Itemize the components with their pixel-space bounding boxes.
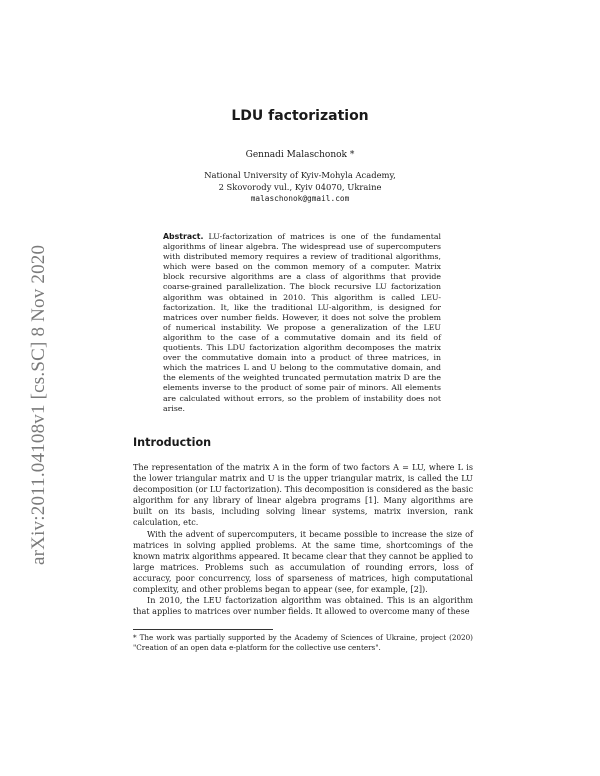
abstract <box>163 232 441 414</box>
author-affiliation <box>0 170 600 205</box>
arxiv-identifier-stamp: arXiv:2011.04108v1 [cs.SC] 8 Nov 2020 <box>28 244 49 565</box>
footnote: * The work was partially supported by the Academy of Sciences of Ukraine, project (2020) "Creation of an open data e-platform for the collective use centers". <box>133 633 473 652</box>
footnote-rule <box>133 629 273 630</box>
paragraph: The representation of the matrix A in the form of two factors A = LU, where L is the lower triangular matrix and U is the upper triangular matrix, is called the LU decomposition (or LU factorization). This decomposition is considered as the basic algorithm for any library of linear algebra programs [1]. Many algorithms are built on its basis, including solving linear systems, matrix inversion, rank calculation, etc. <box>133 462 473 528</box>
paragraph: With the advent of supercomputers, it became possible to increase the size of matrices in solving applied problems. At the same time, shortcomings of the known matrix algorithms appeared. It became clear that they cannot be applied to large matrices. Problems such as accumulation of rounding errors, loss of accuracy, poor concurrency, loss of sparseness of matrices, high computational complexity, and other problems began to appear (see, for example, [2]). <box>133 528 473 595</box>
author-email[interactable]: malaschonok@gmail.com <box>250 194 350 203</box>
introduction-body <box>133 462 473 617</box>
affiliation-line-2: 2 Skovorody vul., Kyiv 04070, Ukraine <box>218 181 382 192</box>
section-heading-introduction: Introduction <box>133 436 212 449</box>
author-name: Gennadi Malaschonok * <box>245 150 355 160</box>
paper-title: LDU factorization <box>231 108 369 124</box>
affiliation-line-1: National University of Kyiv-Mohyla Academy, <box>204 170 396 180</box>
abstract-text: LU-factorization of matrices is one of the fundamental algorithms of linear algebra. The widespread use of supercomputers with distributed memory requires a review of traditional algorithms, which were based on the common memory of a computer. Matrix block recursive algorithms are a class of algorithms that provide coarse-grained parallelization. The block recursive LU factorization algorithm was obtained in 2010. This algorithm is called LEU-factorization. It, like the traditional LU-algorithm, is designed for matrices over number fields. However, it does not solve the problem of numerical instability. We propose a generalization of the LEU algorithm to the case of a commutative domain and its field of quotients. This LDU factorization algorithm decomposes the matrix over the commutative domain into a product of three matrices, in which the matrices L and U belong to the commutative domain, and the elements of the weighted truncated permutation matrix D are the elements inverse to the product of some pair of minors. All elements are calculated without errors, so the problem of instability does not arise. <box>163 232 441 413</box>
abstract-label: Abstract. <box>163 232 204 241</box>
paragraph: In 2010, the LEU factorization algorithm was obtained. This is an algorithm that applies to matrices over number fields. It allowed to overcome many of these <box>133 595 473 617</box>
